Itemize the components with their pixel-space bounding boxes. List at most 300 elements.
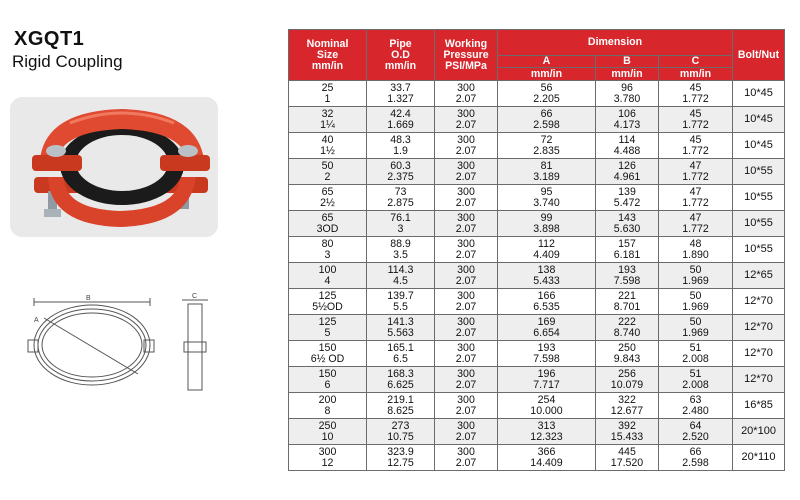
dim-b-cell: [596, 393, 659, 419]
pipe-od-mm: 73: [394, 185, 407, 198]
nominal-size-in: 1¼: [320, 118, 335, 131]
product-name: Rigid Coupling: [12, 52, 123, 71]
dim-c-in: 1.890: [682, 248, 709, 261]
dim-b-cell: [596, 81, 659, 107]
label-a: A: [34, 317, 39, 324]
dim-c-cell: [659, 159, 733, 185]
dim-b-mm: 322: [618, 393, 636, 406]
bolt-nut-cell: 20*100: [733, 419, 785, 445]
working-pressure-mm: 300: [457, 159, 475, 172]
working-pressure-cell: [435, 393, 498, 419]
dim-c-in: 1.772: [682, 92, 709, 105]
pipe-od-cell: [367, 237, 435, 263]
bolt-nut-cell: 12*70: [733, 289, 785, 315]
dim-b-in: 4.961: [613, 170, 641, 183]
working-pressure-cell: [435, 107, 498, 133]
working-pressure-cell: [435, 419, 498, 445]
dim-c-cell: [659, 133, 733, 159]
dim-c-mm: 47: [689, 211, 702, 224]
dim-c-cell: [659, 263, 733, 289]
product-code: XGQT1: [14, 28, 85, 50]
dim-c-in: 1.772: [682, 170, 709, 183]
table-row: [289, 263, 785, 289]
working-pressure-in: 2.07: [455, 326, 477, 339]
dim-b-cell: [596, 211, 659, 237]
working-pressure-cell: [435, 445, 498, 471]
dim-c-mm: 50: [689, 263, 702, 276]
dim-c-cell: [659, 315, 733, 341]
dim-b-mm: 222: [618, 315, 636, 328]
dim-c-cell: [659, 445, 733, 471]
pipe-od-in: 1.327: [387, 92, 414, 105]
pipe-od-in: 5.5: [393, 300, 408, 313]
dim-a-cell: [498, 107, 596, 133]
dim-c-in: 2.520: [682, 430, 709, 443]
working-pressure-mm: 300: [457, 419, 475, 432]
nominal-size-cell: [289, 341, 367, 367]
dim-c-cell: [659, 289, 733, 315]
nominal-size-mm: 200: [318, 393, 337, 406]
dim-a-mm: 72: [540, 133, 553, 146]
bolt-nut-cell: 12*70: [733, 367, 785, 393]
working-pressure-in: 2.07: [455, 430, 477, 443]
pipe-od-in: 3: [397, 222, 404, 235]
header-b-unit: mm/in: [596, 68, 659, 81]
working-pressure-in: 2.07: [455, 118, 477, 131]
nominal-size-in: 2½: [320, 196, 335, 209]
coupling-photo: [10, 97, 218, 237]
table-row: [289, 185, 785, 211]
dim-c-in: 2.598: [682, 456, 709, 469]
working-pressure-cell: [435, 315, 498, 341]
working-pressure-mm: 300: [457, 315, 475, 328]
pipe-od-cell: [367, 263, 435, 289]
dim-b-cell: [596, 237, 659, 263]
dim-a-in: 6.654: [533, 326, 560, 339]
pipe-od-in: 10.75: [387, 430, 414, 443]
dim-a-mm: 66: [540, 107, 553, 120]
working-pressure-in: 2.07: [455, 222, 477, 235]
dim-a-cell: [498, 341, 596, 367]
working-pressure-cell: [435, 237, 498, 263]
header-a-unit: mm/in: [498, 68, 596, 81]
dim-a-mm: 169: [537, 315, 556, 328]
nominal-size-mm: 50: [321, 159, 334, 172]
dim-a-cell: [498, 263, 596, 289]
nominal-size-cell: [289, 133, 367, 159]
table-row: [289, 237, 785, 263]
dim-c-mm: 50: [689, 289, 702, 302]
header-a: A: [498, 56, 596, 68]
nominal-size-cell: [289, 211, 367, 237]
working-pressure-in: 2.07: [455, 352, 477, 365]
dim-c-in: 2.008: [682, 352, 709, 365]
dim-a-cell: [498, 81, 596, 107]
nominal-size-in: 2: [324, 170, 331, 183]
dim-c-cell: [659, 107, 733, 133]
working-pressure-in: 2.07: [455, 404, 477, 417]
pipe-od-mm: 323.9: [387, 445, 414, 458]
working-pressure-cell: [435, 159, 498, 185]
nominal-size-cell: [289, 185, 367, 211]
nominal-size-mm: 100: [318, 263, 337, 276]
nominal-size-cell: [289, 367, 367, 393]
dim-b-mm: 193: [618, 263, 636, 276]
dim-b-cell: [596, 419, 659, 445]
pipe-od-in: 12.75: [387, 456, 414, 469]
dim-c-cell: [659, 81, 733, 107]
pipe-od-mm: 42.4: [390, 107, 411, 120]
working-pressure-in: 2.07: [455, 300, 477, 313]
dim-a-mm: 166: [537, 289, 556, 302]
dim-c-in: 1.772: [682, 222, 709, 235]
dim-c-cell: [659, 211, 733, 237]
label-b: B: [86, 295, 91, 302]
nominal-size-cell: [289, 107, 367, 133]
pipe-od-cell: [367, 315, 435, 341]
nominal-size-mm: 150: [318, 341, 337, 354]
bolt-nut-cell: 10*55: [733, 159, 785, 185]
dim-c-in: 1.969: [682, 300, 709, 313]
table-row: [289, 107, 785, 133]
dim-b-in: 3.780: [613, 92, 641, 105]
working-pressure-in: 2.07: [455, 170, 477, 183]
nominal-size-in: 12: [321, 456, 334, 469]
working-pressure-mm: 300: [457, 185, 475, 198]
nominal-size-in: 1: [324, 92, 331, 105]
dim-b-mm: 250: [618, 341, 636, 354]
dim-b-in: 4.488: [613, 144, 641, 157]
pipe-od-cell: [367, 81, 435, 107]
working-pressure-cell: [435, 81, 498, 107]
dim-a-in: 6.535: [533, 300, 560, 313]
table-row: [289, 419, 785, 445]
bolt-nut-cell: 10*45: [733, 81, 785, 107]
dim-a-cell: [498, 159, 596, 185]
header-working-pressure: Working Pressure PSI/MPa: [435, 30, 498, 81]
dim-b-in: 6.181: [613, 248, 641, 261]
nominal-size-cell: [289, 393, 367, 419]
dim-a-mm: 138: [537, 263, 556, 276]
working-pressure-in: 2.07: [455, 378, 477, 391]
dim-a-in: 2.835: [533, 144, 560, 157]
nominal-size-cell: [289, 445, 367, 471]
pipe-od-in: 1.669: [387, 118, 414, 131]
bolt-nut-cell: 16*85: [733, 393, 785, 419]
dim-a-in: 4.409: [533, 248, 560, 261]
nominal-size-mm: 125: [318, 315, 337, 328]
dim-a-cell: [498, 185, 596, 211]
nominal-size-mm: 125: [318, 289, 337, 302]
nominal-size-mm: 65: [321, 211, 334, 224]
nominal-size-in: 1½: [320, 144, 335, 157]
pipe-od-in: 2.875: [387, 196, 414, 209]
bolt-nut-cell: 12*65: [733, 263, 785, 289]
pipe-od-mm: 139.7: [387, 289, 414, 302]
pipe-od-in: 8.625: [387, 404, 414, 417]
dim-c-mm: 51: [689, 367, 702, 380]
dim-c-in: 2.480: [682, 404, 709, 417]
dim-b-in: 12.677: [610, 404, 644, 417]
header-pipe-od: Pipe O.D mm/in: [367, 30, 435, 81]
working-pressure-mm: 300: [457, 81, 475, 94]
table-row: [289, 211, 785, 237]
working-pressure-in: 2.07: [455, 196, 477, 209]
nominal-size-cell: [289, 289, 367, 315]
working-pressure-cell: [435, 367, 498, 393]
pipe-od-in: 5.563: [387, 326, 414, 339]
dim-a-cell: [498, 211, 596, 237]
dim-b-in: 17.520: [610, 456, 644, 469]
dim-b-in: 8.701: [613, 300, 641, 313]
dim-c-in: 1.772: [682, 144, 709, 157]
dim-b-cell: [596, 445, 659, 471]
pipe-od-mm: 33.7: [390, 81, 411, 94]
dim-c-mm: 51: [689, 341, 702, 354]
dim-c-in: 1.772: [682, 196, 709, 209]
dim-b-in: 9.843: [613, 352, 641, 365]
dim-b-in: 5.472: [613, 196, 641, 209]
pipe-od-mm: 60.3: [390, 159, 411, 172]
dim-b-cell: [596, 289, 659, 315]
dim-a-cell: [498, 419, 596, 445]
nominal-size-cell: [289, 81, 367, 107]
pipe-od-mm: 76.1: [390, 211, 411, 224]
working-pressure-in: 2.07: [455, 274, 477, 287]
dim-b-in: 5.630: [613, 222, 641, 235]
dim-a-cell: [498, 315, 596, 341]
dim-a-in: 3.898: [533, 222, 560, 235]
dim-c-mm: 45: [689, 133, 702, 146]
working-pressure-in: 2.07: [455, 92, 477, 105]
table-row: [289, 289, 785, 315]
dim-b-mm: 106: [618, 107, 636, 120]
nominal-size-in: 6½ OD: [310, 352, 345, 365]
dim-a-in: 7.598: [533, 352, 560, 365]
pipe-od-in: 6.625: [387, 378, 414, 391]
dim-b-mm: 139: [618, 185, 636, 198]
working-pressure-mm: 300: [457, 445, 475, 458]
nominal-size-mm: 150: [318, 367, 337, 380]
dim-b-mm: 256: [618, 367, 636, 380]
dim-a-in: 2.598: [533, 118, 560, 131]
dim-c-in: 1.969: [682, 326, 709, 339]
dim-c-cell: [659, 341, 733, 367]
pipe-od-mm: 88.9: [390, 237, 411, 250]
nominal-size-mm: 40: [321, 133, 334, 146]
header-c: C: [659, 56, 733, 68]
dim-a-mm: 112: [538, 237, 555, 250]
working-pressure-cell: [435, 185, 498, 211]
dim-b-mm: 221: [618, 289, 636, 302]
pipe-od-mm: 165.1: [387, 341, 414, 354]
nominal-size-cell: [289, 159, 367, 185]
pipe-od-in: 2.375: [387, 170, 414, 183]
pipe-od-cell: [367, 445, 435, 471]
nominal-size-mm: 65: [321, 185, 334, 198]
pipe-od-cell: [367, 341, 435, 367]
dim-a-mm: 56: [540, 81, 553, 94]
nominal-size-mm: 25: [321, 81, 334, 94]
dim-a-mm: 196: [537, 367, 556, 380]
pipe-od-cell: [367, 393, 435, 419]
dim-a-mm: 254: [537, 393, 556, 406]
dim-c-mm: 66: [689, 445, 702, 458]
dim-c-mm: 47: [689, 185, 702, 198]
pipe-od-in: 6.5: [393, 352, 408, 365]
pipe-od-cell: [367, 289, 435, 315]
table-row: [289, 367, 785, 393]
bolt-nut-cell: 10*45: [733, 107, 785, 133]
dim-c-in: 2.008: [682, 378, 709, 391]
dim-c-mm: 48: [689, 237, 702, 250]
header-dimension: Dimension: [498, 30, 733, 56]
pipe-od-in: 3.5: [393, 248, 408, 261]
dim-c-in: 1.772: [682, 118, 709, 131]
dim-c-in: 1.969: [682, 274, 709, 287]
working-pressure-mm: 300: [457, 341, 475, 354]
nominal-size-in: 3: [324, 248, 331, 261]
working-pressure-mm: 300: [457, 107, 475, 120]
dim-b-in: 15.433: [610, 430, 644, 443]
pipe-od-cell: [367, 133, 435, 159]
bolt-nut-cell: 10*55: [733, 185, 785, 211]
nominal-size-in: 6: [324, 378, 331, 391]
working-pressure-mm: 300: [457, 237, 475, 250]
nominal-size-mm: 250: [318, 419, 337, 432]
pipe-od-cell: [367, 107, 435, 133]
spec-table-body: [289, 81, 785, 471]
pipe-od-cell: [367, 211, 435, 237]
dim-a-in: 14.409: [530, 456, 563, 469]
dim-b-mm: 114: [618, 133, 636, 146]
coupling-dimension-drawing: [20, 290, 240, 405]
dim-b-cell: [596, 263, 659, 289]
working-pressure-in: 2.07: [455, 144, 477, 157]
dim-c-mm: 63: [689, 393, 702, 406]
dim-a-cell: [498, 393, 596, 419]
spec-table: [288, 29, 785, 471]
pipe-od-mm: 219.1: [387, 393, 414, 406]
working-pressure-in: 2.07: [455, 456, 477, 469]
table-row: [289, 159, 785, 185]
working-pressure-mm: 300: [457, 289, 475, 302]
pipe-od-cell: [367, 185, 435, 211]
nominal-size-cell: [289, 419, 367, 445]
dim-c-cell: [659, 237, 733, 263]
header-c-unit: mm/in: [659, 68, 733, 81]
dim-b-cell: [596, 185, 659, 211]
dim-c-cell: [659, 419, 733, 445]
dim-b-mm: 143: [618, 211, 636, 224]
dim-b-in: 4.173: [613, 118, 641, 131]
nominal-size-mm: 80: [321, 237, 334, 250]
table-row: [289, 393, 785, 419]
pipe-od-cell: [367, 159, 435, 185]
dim-b-in: 10.079: [610, 378, 644, 391]
dim-a-cell: [498, 133, 596, 159]
pipe-od-mm: 141.3: [387, 315, 414, 328]
working-pressure-in: 2.07: [455, 248, 477, 261]
dim-c-mm: 50: [689, 315, 702, 328]
working-pressure-cell: [435, 263, 498, 289]
dim-c-mm: 45: [689, 107, 702, 120]
nominal-size-in: 10: [321, 430, 334, 443]
pipe-od-in: 4.5: [393, 274, 408, 287]
dim-a-cell: [498, 237, 596, 263]
dim-b-in: 8.740: [613, 326, 641, 339]
dim-b-cell: [596, 133, 659, 159]
dim-c-mm: 47: [689, 159, 702, 172]
bolt-nut-cell: 10*55: [733, 237, 785, 263]
pipe-od-mm: 114.3: [387, 263, 414, 276]
nominal-size-in: 5: [324, 326, 331, 339]
working-pressure-mm: 300: [457, 393, 475, 406]
pipe-od-mm: 273: [391, 419, 410, 432]
working-pressure-cell: [435, 341, 498, 367]
working-pressure-cell: [435, 133, 498, 159]
dim-c-cell: [659, 367, 733, 393]
nominal-size-in: 3OD: [316, 222, 339, 235]
working-pressure-mm: 300: [457, 133, 475, 146]
nominal-size-in: 5½OD: [312, 300, 343, 313]
bolt-nut-cell: 10*45: [733, 133, 785, 159]
dim-a-cell: [498, 367, 596, 393]
pipe-od-cell: [367, 419, 435, 445]
nominal-size-mm: 32: [321, 107, 334, 120]
table-row: [289, 445, 785, 471]
working-pressure-mm: 300: [457, 211, 475, 224]
nominal-size-cell: [289, 315, 367, 341]
dim-b-mm: 392: [618, 419, 636, 432]
header-b: B: [596, 56, 659, 68]
dim-b-mm: 157: [618, 237, 636, 250]
dim-c-cell: [659, 185, 733, 211]
dim-b-cell: [596, 341, 659, 367]
pipe-od-mm: 168.3: [387, 367, 414, 380]
bolt-nut-cell: 10*55: [733, 211, 785, 237]
dim-b-cell: [596, 159, 659, 185]
dim-c-mm: 45: [689, 81, 702, 94]
bolt-nut-cell: 20*110: [733, 445, 785, 471]
table-row: [289, 81, 785, 107]
table-row: [289, 315, 785, 341]
dim-b-cell: [596, 315, 659, 341]
working-pressure-cell: [435, 289, 498, 315]
dim-b-cell: [596, 107, 659, 133]
dim-c-mm: 64: [689, 419, 702, 432]
nominal-size-cell: [289, 263, 367, 289]
dim-a-cell: [498, 289, 596, 315]
nominal-size-mm: 300: [318, 445, 337, 458]
working-pressure-cell: [435, 211, 498, 237]
dim-b-in: 7.598: [613, 274, 641, 287]
dim-b-cell: [596, 367, 659, 393]
dim-a-in: 10.000: [530, 404, 563, 417]
dim-a-in: 3.740: [533, 196, 560, 209]
dim-a-in: 7.717: [533, 378, 560, 391]
dim-a-in: 3.189: [533, 170, 560, 183]
pipe-od-cell: [367, 367, 435, 393]
dim-c-cell: [659, 393, 733, 419]
dim-a-mm: 95: [540, 185, 553, 198]
table-row: [289, 341, 785, 367]
nominal-size-in: 4: [324, 274, 331, 287]
bolt-nut-cell: 12*70: [733, 315, 785, 341]
header-bolt-nut: Bolt/Nut: [733, 30, 785, 81]
label-c: C: [192, 293, 198, 300]
dim-a-mm: 99: [540, 211, 553, 224]
